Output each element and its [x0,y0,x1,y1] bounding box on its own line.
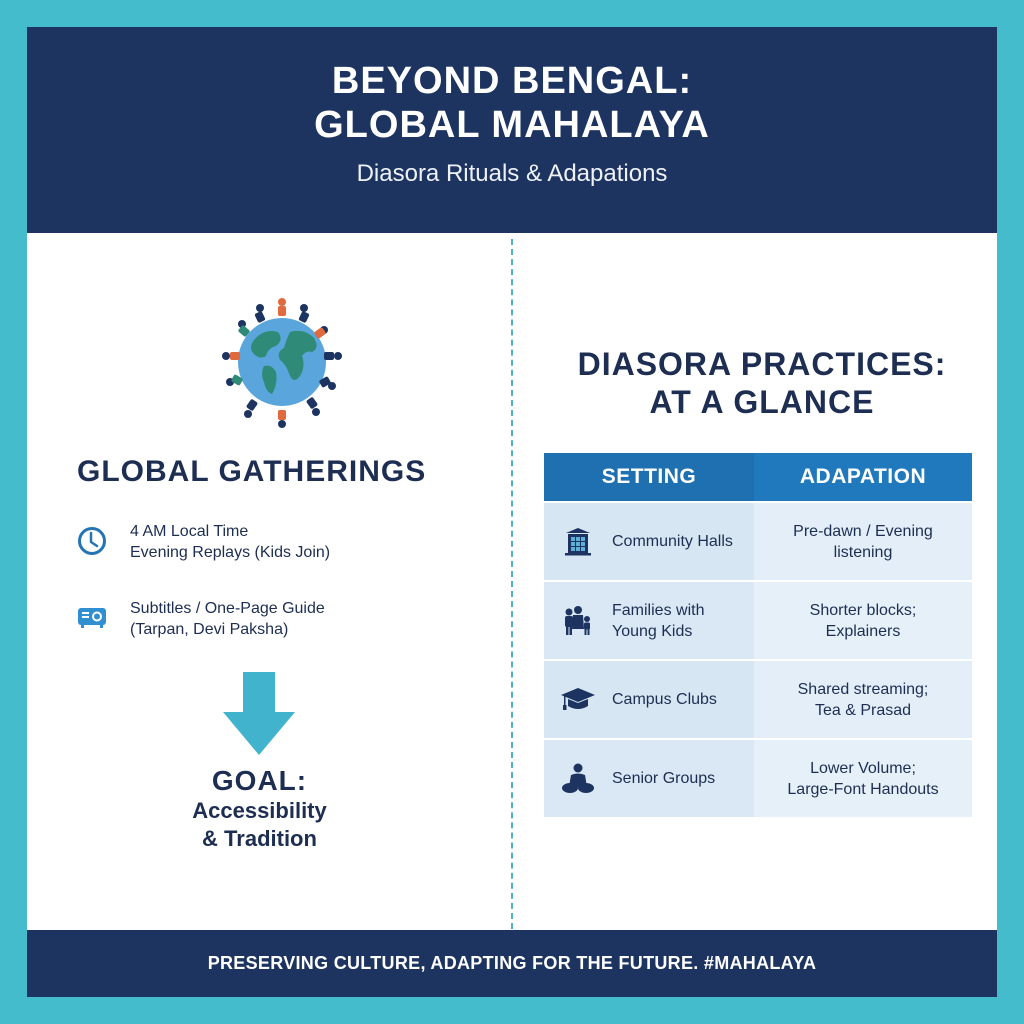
column-header-setting: SETTING [544,453,754,501]
table-row [544,661,972,738]
feature-line: 4 AM Local Time [130,523,249,540]
table-header [544,453,972,501]
footer-tagline: PRESERVING CULTURE, ADAPTING FOR THE FUTURE. #MAHALAYA [207,953,817,973]
adapation-cell [754,740,972,817]
projector-icon [77,598,107,638]
feature-item-timing [77,521,477,563]
adapation-cell [754,661,972,738]
adapation-line: Explainers [825,622,901,640]
setting-cell [544,740,754,817]
goal-line: & Tradition [202,826,317,851]
adapation-line: listening [833,543,893,561]
practices-heading [527,345,997,421]
setting-label: Campus Clubs [612,691,717,708]
page-title [27,59,997,147]
globe-with-people-icon [212,292,352,432]
setting-label: Senior Groups [612,770,716,787]
footer-banner [27,930,997,997]
practices-table [544,453,972,817]
title-line-2: GLOBAL MAHALAYA [314,104,710,146]
family-icon [560,603,596,639]
infographic-card [27,27,997,997]
title-line-1: BEYOND BENGAL: [331,60,693,102]
setting-cell [544,503,754,580]
setting-cell [544,582,754,659]
table-row [544,503,972,580]
practices-heading-line-2: AT A GLANCE [649,384,875,420]
goal-line: Accessibility [192,798,327,823]
setting-label: Families with [612,601,705,619]
adapation-line: Large-Font Handouts [787,780,939,798]
adapation-cell [754,582,972,659]
adapation-line: Tea & Prasad [814,701,912,719]
adapation-line: Shared streaming; [797,680,929,698]
setting-label: Young Kids [612,622,693,640]
setting-label: Community Halls [612,533,733,550]
setting-cell [544,661,754,738]
goal-block [147,765,372,853]
adapation-cell [754,503,972,580]
adapation-line: Shorter blocks; [809,601,917,619]
table-row [544,582,972,659]
feature-line: Subtitles / One-Page Guide [130,600,325,617]
global-gatherings-heading: GLOBAL GATHERINGS [77,455,427,488]
feature-item-subtitles [77,598,477,640]
graduation-cap-icon [560,682,596,718]
header-banner [27,27,997,233]
page-subtitle: Diasora Rituals & Adapations [356,160,668,187]
column-header-adapation: ADAPATION [754,453,972,501]
feature-line: Evening Replays (Kids Join) [130,544,331,561]
practices-heading-line-1: DIASORA PRACTICES: [577,346,947,382]
feature-line: (Tarpan, Devi Paksha) [130,621,289,638]
table-row [544,740,972,817]
arrow-down-icon [222,672,297,757]
goal-label: GOAL: [211,765,308,796]
clock-icon [77,521,107,561]
building-icon [560,524,596,560]
adapation-line: Lower Volume; [810,759,916,777]
adapation-line: Pre-dawn / Evening [793,522,933,540]
meditation-icon [560,761,596,797]
dashed-divider [511,239,513,929]
